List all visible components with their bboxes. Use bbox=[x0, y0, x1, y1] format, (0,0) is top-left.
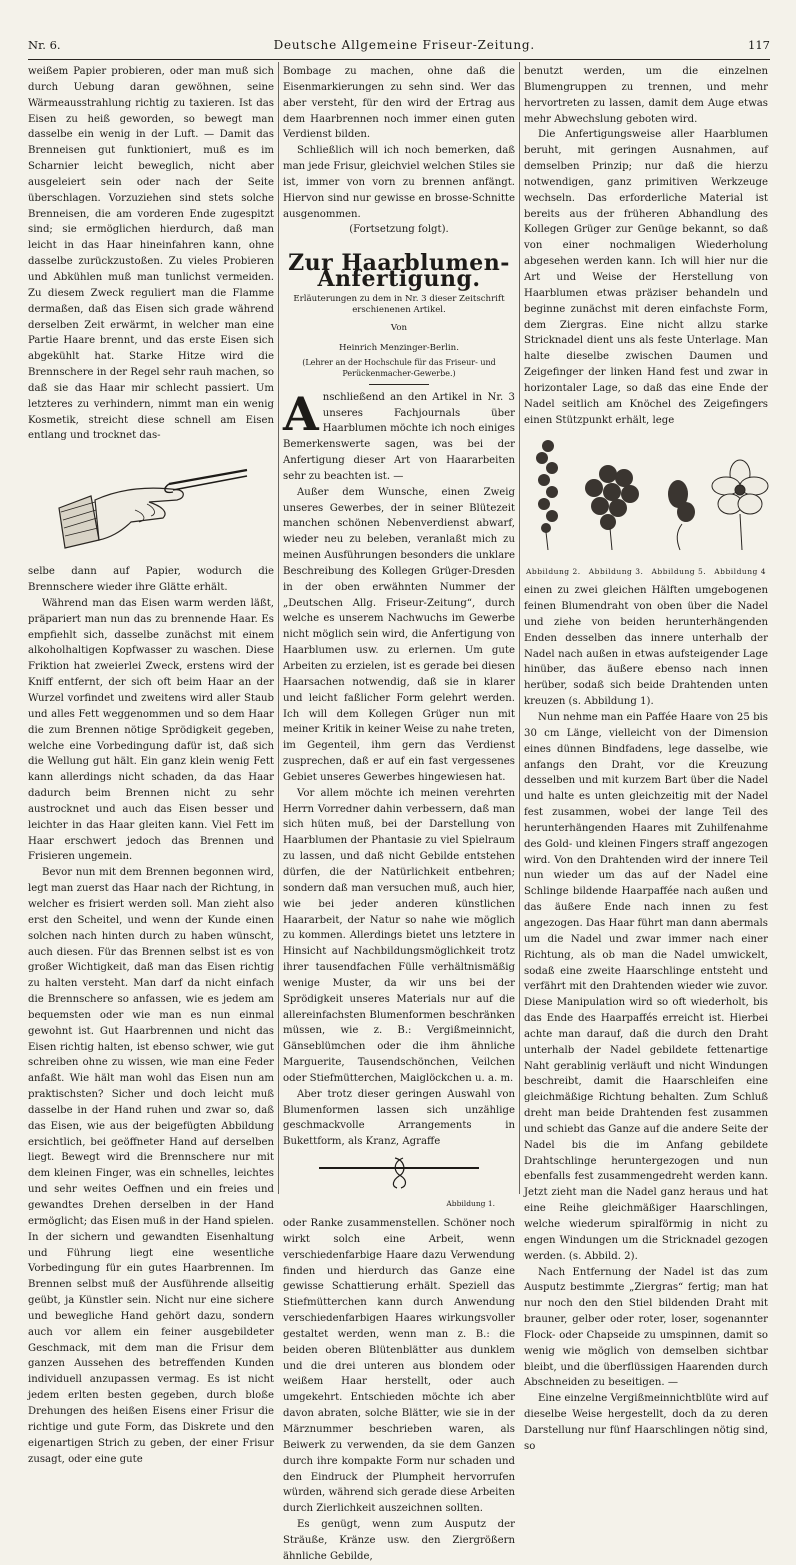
paragraph: einen zu zwei gleichen Hälften umgebogenen feinen Blumendraht von oben über die Nadel und ziehe von beiden herunterhängenden Enden desselben das innere unterhalb der Nadel nach außen in etwas aufsteigender Lage hinüber, das äußere ebenso nach innen herüber, sodaß sich beide Drahtenden unten kreuzen (s. Abbildung 1). bbox=[524, 585, 768, 708]
figure-caption: Abbildung 4 bbox=[714, 567, 766, 577]
column-divider bbox=[278, 62, 279, 1194]
figure-caption: Abbildung 3. bbox=[588, 567, 644, 577]
author-affiliation: (Lehrer an der Hochschule für das Friseur- und Perückenmacher-Gewerbe.) bbox=[302, 357, 496, 378]
paragraph: Nun nehme man ein Paffée Haare von 25 bis 30 cm Länge, vielleicht von der Dimension eines dünnen Bindfadens, lege dasselbe, wie anfangs den Draht, vor die Kreuzung desselben und mit kurzem Bart über die Nadel und halte es unten gleichzeitig mit der Nadel fest zusammen, wobei der lange Teil des herunterhängenden Haares mit Zuhilfenahme des Gold- und kleinen Fingers straff angezogen wird. Von den Drahtenden wird der innere Teil nun wieder um das auf der Nadel eine Schlinge bildende Haarpaffée nach außen und das äußere Ende nach innen zu fest angezogen. Das Haar führt man dann abermals um die Nadel und zwar immer nach einer Richtung, als ob man die Nadel umwickelt, sodaß eine zweite Haarschlinge entsteht und verfährt mit den Drahtenden wieder wie zuvor. Diese Manipulation wird so oft wiederholt, bis das Ende des Haarpaffés erreicht ist. Hierbei achte man darauf, daß die durch den Draht unterhalb der Nadel gebildete fettenartige Naht gerablinig verläuft und nicht Windungen beschreibt, damit die Haarschleifen eine gleichmäßige Richtung behalten. Zum Schluß dreht man beide Drahtenden fest zusammen und schiebt das Ganze auf die andere Seite der Nadel bis die im Anfang gebildete Drahtschlinge heruntergezogen und nun ebenfalls fest zusammengedreht werden kann. Jetzt zieht man die Nadel ganz heraus und hat eine Reihe gleichmäßiger Haarschlingen, welche wiederum spiralförmig in nicht zu engen Windungen um die Stricknadel gezogen werden. (s. Abbild. 2). bbox=[524, 712, 768, 1262]
column-2 bbox=[283, 64, 515, 1562]
paragraph: selbe dann auf Papier, wodurch die Brennschere wieder ihre Glätte erhält. bbox=[28, 566, 274, 594]
article-subtitle: Erläuterungen zu dem in Nr. 3 dieser Zeitschrift erschienenen Artikel. bbox=[293, 293, 505, 316]
column-divider bbox=[519, 62, 520, 1194]
wire-on-needle-illustration bbox=[283, 1154, 515, 1190]
paragraph: Schließlich will ich noch bemerken, daß man jede Frisur, gleichviel welchen Stiles sie ist, immer von vorn zu brennen anfängt. Hiervon sind nur gewisse en brosse-Schnitte ausgenommen. bbox=[283, 145, 515, 220]
figure-captions-row bbox=[524, 564, 768, 580]
article-title: Zur Haarblumen-Anfertigung. bbox=[288, 250, 510, 293]
flower-figure-3 bbox=[585, 465, 639, 530]
paragraph: Bevor nun mit dem Brennen begonnen wird, legt man zuerst das Haar nach der Richtung, in welcher es frisiert werden soll. Man zieht also erst den Scheitel, und wenn der Kunde einen solchen nach hinten durch zu haben wünscht, auch diesen. Für das Brennen selbst ist es von großer Wichtigkeit, daß man das Eisen richtig zu halten versteht. Man darf da nicht einfach die Brennschere so anfassen, wie es jedem am bequemsten oder wie man es nun einmal gewohnt ist. Gut Haarbrennen und nicht das Eisen richtig halten, ist ebenso schwer, wie gut schreiben ohne zu wissen, wie man eine Feder anfaßt. Wie hält man wohl das Eisen nun am praktischsten? Sicher und doch leicht muß dasselbe in der Hand ruhen und zwar so, daß das Eisen, wie aus der beigefügten Abbildung ersichtlich, bei geöffneter Hand auf derselben liegt. Bewegt wird die Brennschere nur mit dem kleinen Finger, was ein schnelles, leichtes und sehr weites Oeffnen und ein freies und gewandtes Drehen derselben in der Hand ermöglicht; das Eisen muß in der Hand spielen. In der sichern und gewandten Eisenhaltung und Führung liegt eine wesentliche Vorbedingung für ein gutes Haarbrennen. Im Brennen selbst muß der Ausführende allseitig geübt, ja Künstler sein. Nicht nur eine sichere und bewegliche Hand gehört dazu, sondern auch vor allem ein feiner ausgebildeter Geschmack, mit dem man die Frisur dem ganzen Aussehen des betreffenden Kunden individuell anzupassen vermag. Es ist nicht jedem erlten besten gegeben, durch bloße Drehungen des heißen Eisens einer Frisur die richtige und gute Form, das Diskrete und den eigenartigen Strich zu geben, der einer Frisur zusagt, oder eine gute bbox=[28, 867, 274, 1465]
paragraph: benutzt werden, um die einzelnen Blumengruppen zu trennen, und mehr hervortreten zu lassen, damit dem Auge etwas mehr Abwechslung geboten wird. bbox=[524, 66, 768, 125]
paragraph: Bombage zu machen, ohne daß die Eisenmarkierungen zu sehn sind. Wer das aber versteht, für den wird der Ertrag aus dem Haarbrennen noch immer einen guten Verdienst bilden. bbox=[283, 66, 515, 141]
column-1 bbox=[28, 64, 274, 1465]
figure-caption: Abbildung 2. bbox=[526, 567, 581, 577]
paragraph: Vor allem möchte ich meinen verehrten Herrn Vorredner dahin verbessern, daß man sich hüten muß, bei der Darstellung von Haarblumen der Phantasie zu viel Spielraum zu lassen, und daß nicht Gebilde entstehen dürfen, die der Natürlichkeit entbehren; sondern daß man versuchen muß, auch hier, wie bei jeder anderen künstlichen Haararbeit, der Natur so nahe wie möglich zu kommen. Allerdings bietet uns letztere in Hinsicht auf Nachbildungsmöglichkeit trotz ihrer tausendfachen Fülle verhältnismäßig wenige Muster, da wir uns bei der Sprödigkeit unseres Materials nur auf die allereinfachsten Blumenformen beschränken müssen, wie z. B.: Vergißmeinnicht, Gänseblümchen oder die ihm ähnliche Marguerite, Tausendschönchen, Veilchen oder Stiefmütterchen, Maiglöckchen u. a. m. bbox=[283, 787, 515, 1084]
paragraph bbox=[283, 386, 515, 485]
page-header bbox=[28, 38, 770, 58]
flower-figure-5 bbox=[668, 480, 695, 522]
paragraph: Während man das Eisen warm werden läßt, präpariert man nun das zu brennende Haar. Es empfiehlt sich, dasselbe zunächst mit einem alkoholhaltigen Kopfwasser zu waschen. Diese Friktion hat zweierlei Zweck, erstens wird der Kniff entfernt, der sich oft beim Haar an der Wurzel vorfindet und zweitens wird aller Staub und alles Fett weggenommen und so dem Haar die zum Brennen nötige Sprödigkeit gegeben, welche eine Vorbedingung dafür ist, daß sich die Wellung gut hält. Ein ganz klein wenig Fett kann allerdings nicht schaden, da das Haar dadurch beim Brennen nicht zu sehr austrocknet und auch das Eisen besser und leichter in das Haar gleiten kann. Viel Fett im Haar erschwert jedoch das Brennen und Frisieren ungemein. bbox=[28, 597, 274, 863]
paragraph-text: nschließend an den Artikel in Nr. 3 unseres Fachjournals über Haarblumen möchte ich noch einiges Bemerkenswerte sagen, was bei der Anfertigung dieser Art von Haararbeiten sehr zu beachten ist. — bbox=[283, 391, 515, 482]
paragraph: Die Anfertigungsweise aller Haarblumen beruht, mit geringen Ausnahmen, auf demselben Prinzip; nur daß die hierzu notwendigen, ganz primitiven Werkzeuge wechseln. Das erforderliche Material ist bereits aus der früheren Abhandlung des Kollegen Grüger zur Genüge bekannt, so daß von einer nochmaligen Wiederholung abgesehen werden kann. Ich will hier nur die Art und Weise der Herstellung von Haarblumen etwas präziser behandeln und beginne zunächst mit deren einfachste Form, dem Ziergras. Eine nicht allzu starke Stricknadel dient uns als feste Unterlage. Man halte dieselbe zwischen Daumen und Zeigefinger der linken Hand fest und zwar in horizontaler Lage, so daß das eine Ende der Nadel seitlich am Knöchel des Zeigefingers einen Stützpunkt erhält, lege bbox=[524, 129, 768, 426]
paragraph: Eine einzelne Vergißmeinnichtblüte wird auf dieselbe Weise hergestellt, doch da zu deren Darstellung nur fünf Haarschlingen nötig sind, so bbox=[524, 1393, 768, 1452]
title-rule bbox=[369, 384, 429, 385]
header-rule bbox=[28, 59, 770, 60]
page-number: 117 bbox=[748, 38, 770, 52]
paragraph: weißem Papier probieren, oder man muß sich durch Uebung daran gewöhnen, seine Wärmeausstrahlung richtig zu taxieren. Ist das Eisen zu heiß geworden, so bewegt man dasselbe ein wenig in der Luft. — Damit das Brenneisen gut funktioniert, muß es im Scharnier leicht beweglich, nicht aber ausgeleiert sein oder nach der Seite überschlagen. Vorzuziehen sind stets solche Brenneisen, die am vorderen Ende zugespitzt sind; sie ermöglichen hierdurch, daß man leicht in das Haar hineinfahren kann, ohne dasselbe zurückzustoßen. Zu vieles Probieren und Abkühlen muß man tunlichst vermeiden. Zu diesem Zweck reguliert man die Flamme dermaßen, daß das Eisen sich grade während derselben Zeit erwärmt, in welcher man eine Partie Haare brennt, und das erste Eisen sich abgekühlt hat. Starke Hitze wird die Brennschere in der Regel sehr rauh machen, so daß sie das Haar mir schlecht passiert. Um letzteres zu verhindern, nimmt man ein wenig Kosmetik, streicht diese schnell am Eisen entlang und trocknet das- bbox=[28, 66, 274, 442]
ziergras-figure bbox=[536, 440, 558, 533]
hand-with-curling-iron-illustration bbox=[28, 448, 274, 558]
author-name: Heinrich Menzinger-Berlin. bbox=[339, 342, 459, 353]
drop-cap: A bbox=[283, 386, 319, 441]
column-3 bbox=[524, 64, 768, 1452]
figure-caption: Abbildung 5. bbox=[651, 567, 707, 577]
journal-title: Deutsche Allgemeine Friseur-Zeitung. bbox=[273, 38, 536, 52]
hair-flower-figures bbox=[524, 432, 768, 558]
issue-number: Nr. 6. bbox=[28, 38, 61, 52]
paragraph: oder Ranke zusammenstellen. Schöner noch wirkt solch eine Arbeit, wenn verschiedenfarbige Haare dazu Verwendung finden und hierdurch das Ganze eine gewisse Schattierung erhält. Speziell das Stiefmütterchen kann durch Anwendung verschiedenfarbigen Haares wirkungsvoller gestaltet werden, wenn man z. B.: die beiden oberen Blütenblätter aus dunklem und die drei unteren aus blondem oder weißem Haar herstellt, oder auch umgekehrt. Entschieden möchte ich aber davon abraten, solche Blätter, wie sie in der Märznummer beschrieben waren, als Beiwerk zu verwenden, da sie dem Ganzen durch ihre kompakte Form nur schaden und den Eindruck der Plumpheit hervorrufen würden, während sich gerade diese Arbeiten durch Zierlichkeit auszeichnen sollten. bbox=[283, 1218, 515, 1515]
paragraph: Außer dem Wunsche, einen Zweig unseres Gewerbes, der in seiner Blütezeit manchen schönen Nebenverdienst abwarf, wieder neu zu beleben, veranlaßt mich zu meinen Ausführungen besonders die unklare Beschreibung des Kollegen Grüger-Dresden in der oben erwähnten Nummer der „Deutschen Allg. Friseur-Zeitung“, durch welche es unserem Nachwuchs im Gewerbe nicht möglich sein wird, die Anfertigung von Haarblumen usw. zu erlernen. Um gute Arbeiten zu erzielen, ist es gerade bei diesen Haarsachen notwendig, daß sie in klarer und leicht faßlicher Form gelehrt werden. Ich will dem Kollegen Grüger nun mit meiner Kritik in keiner Weise zu nahe treten, im Gegenteil, ihm gern das Verdienst zusprechen, daß er auf ein fast vergessenes Gebiet unseres Gewerbes hingewiesen hat. bbox=[283, 486, 515, 783]
byline-von: Von bbox=[390, 322, 408, 333]
continuation-note: (Fortsetzung folgt). bbox=[349, 224, 449, 236]
paragraph: Nach Entfernung der Nadel ist das zum Ausputz bestimmte „Ziergras“ fertig; man hat nur noch den den Stiel bildenden Draht mit brauner, gelber oder roter, loser, sogenannter Flock- oder Chapseide zu umspinnen, damit so wenig wie möglich von demselben sichtbar bleibt, und die überflüssigen Haarenden durch Abschneiden zu beseitigen. — bbox=[524, 1266, 768, 1389]
flower-figure-4 bbox=[712, 460, 768, 514]
figure-caption: Abbildung 1. bbox=[446, 1199, 495, 1209]
paragraph: Es genügt, wenn zum Ausputz der Sträuße, Kränze usw. den Ziergrößern ähnliche Gebilde, bbox=[283, 1519, 515, 1562]
paragraph: Aber trotz dieser geringen Auswahl von Blumenformen lassen sich unzählige geschmackvolle Arrangements in Bukettform, als Kranz, Agraffe bbox=[283, 1088, 515, 1148]
